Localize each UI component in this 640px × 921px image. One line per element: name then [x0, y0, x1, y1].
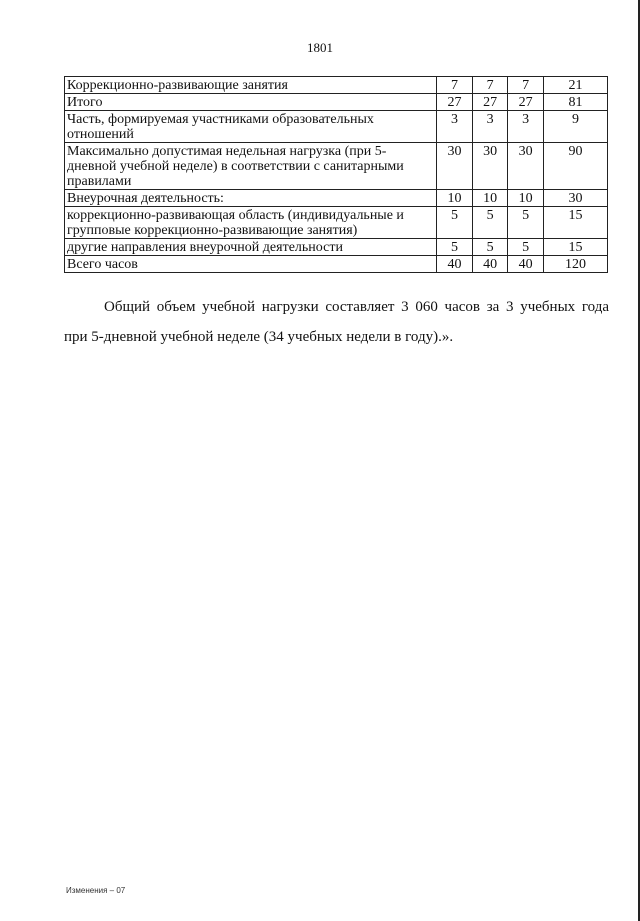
grade-1-hours: 27 — [437, 94, 473, 111]
table-row — [65, 143, 608, 190]
grade-3-hours: 3 — [508, 111, 544, 143]
grade-2-hours: 10 — [472, 190, 508, 207]
grade-1-hours: 3 — [437, 111, 473, 143]
grade-2-hours: 7 — [472, 77, 508, 94]
row-label: Итого — [65, 94, 437, 111]
grade-1-hours: 10 — [437, 190, 473, 207]
row-label: Максимально допустимая недельная нагрузка (при 5-дневной учебной неделе) в соответствии с санитарными правилами — [65, 143, 437, 190]
total-hours: 15 — [543, 239, 607, 256]
table-row — [65, 94, 608, 111]
grade-1-hours: 7 — [437, 77, 473, 94]
grade-3-hours: 5 — [508, 207, 544, 239]
curriculum-table — [64, 76, 608, 273]
total-hours: 30 — [543, 190, 607, 207]
grade-2-hours: 40 — [472, 256, 508, 273]
grade-3-hours: 5 — [508, 239, 544, 256]
table-row — [65, 111, 608, 143]
grade-2-hours: 3 — [472, 111, 508, 143]
table-row — [65, 239, 608, 256]
table-row — [65, 77, 608, 94]
total-hours: 21 — [543, 77, 607, 94]
page-number: 1801 — [307, 40, 333, 55]
row-label: другие направления внеурочной деятельности — [65, 239, 437, 256]
grade-1-hours: 40 — [437, 256, 473, 273]
grade-3-hours: 27 — [508, 94, 544, 111]
total-hours: 120 — [543, 256, 607, 273]
grade-3-hours: 10 — [508, 190, 544, 207]
grade-2-hours: 5 — [472, 207, 508, 239]
row-label: Внеурочная деятельность: — [65, 190, 437, 207]
row-label: коррекционно-развивающая область (индивидуальные и групповые коррекционно-развивающие занятия) — [65, 207, 437, 239]
table-row — [65, 190, 608, 207]
total-hours: 81 — [543, 94, 607, 111]
grade-2-hours: 27 — [472, 94, 508, 111]
row-label: Всего часов — [65, 256, 437, 273]
workload-summary-line-1: Общий объем учебной нагрузки составляет 3 060 часов за 3 учебных года — [104, 299, 609, 315]
grade-1-hours: 5 — [437, 207, 473, 239]
total-hours: 90 — [543, 143, 607, 190]
grade-3-hours: 40 — [508, 256, 544, 273]
grade-2-hours: 5 — [472, 239, 508, 256]
table-row — [65, 256, 608, 273]
table-row — [65, 207, 608, 239]
row-label: Часть, формируемая участниками образовательных отношений — [65, 111, 437, 143]
revision-footer: Изменения – 07 — [66, 886, 126, 895]
workload-summary-line-2: при 5-дневной учебной неделе (34 учебных недели в году).». — [64, 329, 454, 345]
grade-3-hours: 30 — [508, 143, 544, 190]
grade-1-hours: 30 — [437, 143, 473, 190]
grade-1-hours: 5 — [437, 239, 473, 256]
total-hours: 9 — [543, 111, 607, 143]
grade-3-hours: 7 — [508, 77, 544, 94]
row-label: Коррекционно-развивающие занятия — [65, 77, 437, 94]
total-hours: 15 — [543, 207, 607, 239]
grade-2-hours: 30 — [472, 143, 508, 190]
